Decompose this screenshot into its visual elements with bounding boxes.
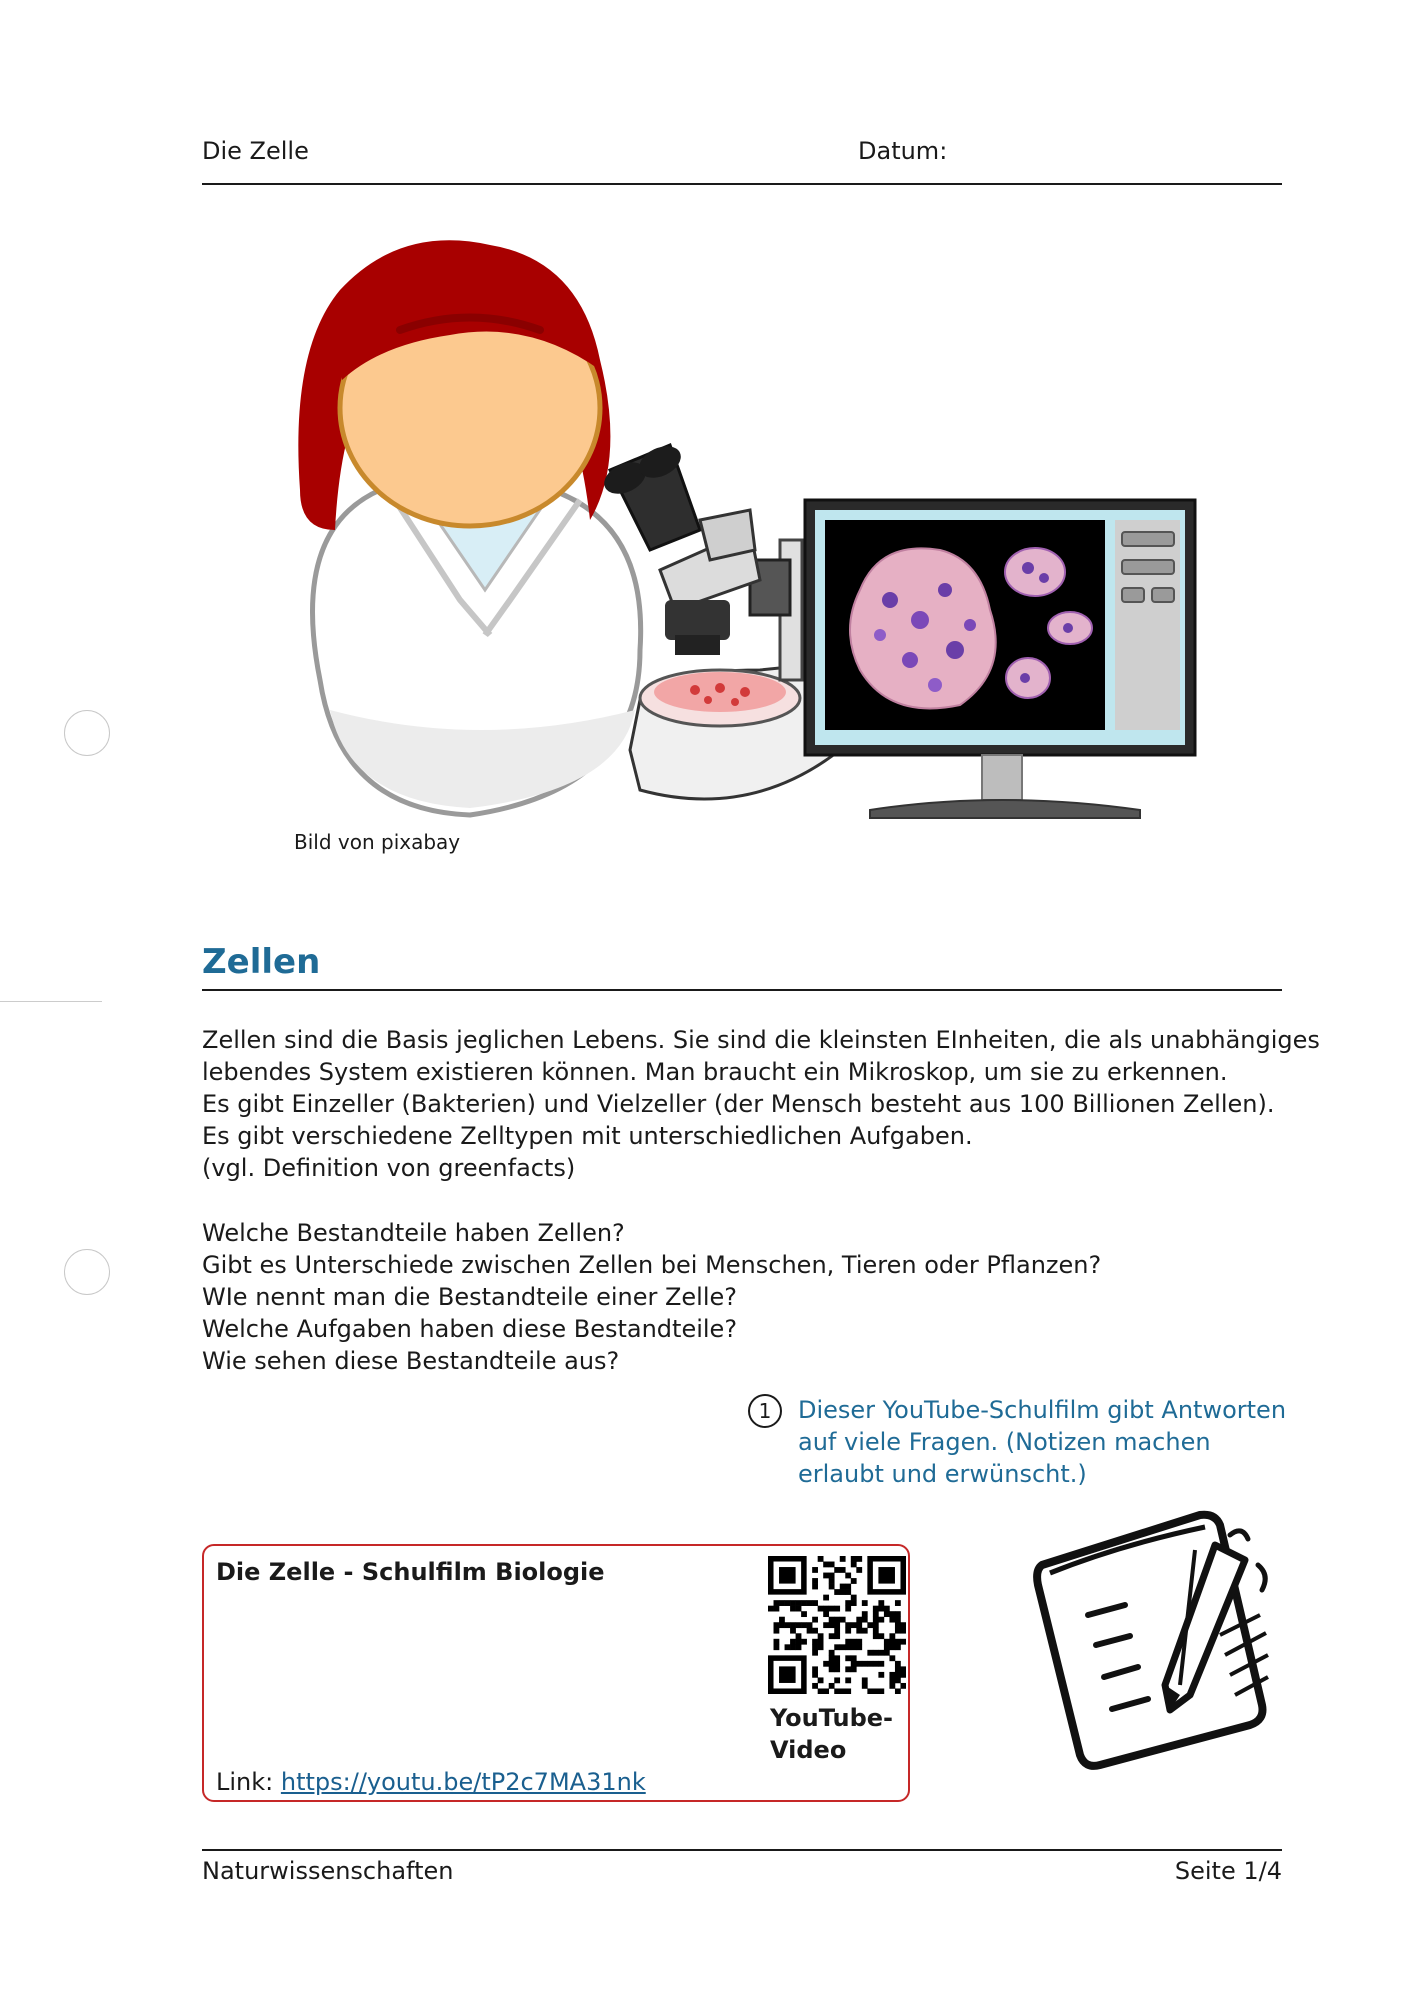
questions-list: [202, 1217, 1101, 1377]
qr-caption-line: YouTube-: [770, 1704, 893, 1732]
qr-caption: [770, 1702, 893, 1766]
footer-page-number: Seite 1/4: [1174, 1857, 1282, 1885]
notepad-pencil-icon: [1030, 1505, 1280, 1775]
question-line: Welche Aufgaben haben diese Bestandteile?: [202, 1315, 738, 1343]
question-line: Wie sehen diese Bestandteile aus?: [202, 1347, 620, 1375]
footer-divider: [202, 1849, 1282, 1851]
question-line: WIe nennt man die Bestandteile einer Zelle?: [202, 1283, 738, 1311]
video-link-row: [216, 1770, 646, 1794]
fold-mark: [0, 1001, 102, 1002]
intro-line: Zellen sind die Basis jeglichen Lebens. Sie sind die kleinsten EInheiten, die als unabhängiges: [202, 1026, 1320, 1054]
section-title: Zellen: [202, 942, 321, 982]
scientist-figure: [298, 240, 640, 815]
punch-hole-top: [64, 710, 110, 756]
header-title: Die Zelle: [202, 137, 309, 165]
intro-line: (vgl. Definition von greenfacts): [202, 1154, 576, 1182]
intro-paragraph: [202, 1024, 1320, 1184]
link-label: Link:: [216, 1768, 274, 1796]
question-line: Welche Bestandteile haben Zellen?: [202, 1219, 625, 1247]
question-line: Gibt es Unterschiede zwischen Zellen bei Menschen, Tieren oder Pflanzen?: [202, 1251, 1102, 1279]
image-caption: Bild von pixabay: [294, 830, 461, 854]
video-title: Die Zelle - Schulfilm Biologie: [216, 1558, 605, 1586]
header-divider: [202, 183, 1282, 185]
task-number-badge: 1: [748, 1394, 782, 1428]
video-link[interactable]: https://youtu.be/tP2c7MA31nk: [280, 1768, 646, 1796]
qr-caption-line: Video: [770, 1736, 847, 1764]
note-line: Dieser YouTube-Schulfilm gibt Antworten: [798, 1396, 1287, 1424]
intro-line: lebendes System existieren können. Man braucht ein Mikroskop, um sie zu erkennen.: [202, 1058, 1228, 1086]
punch-hole-bottom: [64, 1249, 110, 1295]
monitor-icon: [805, 500, 1195, 818]
footer-subject: Naturwissenschaften: [202, 1857, 454, 1885]
scientist-illustration: [280, 230, 1210, 830]
section-divider: [202, 989, 1282, 991]
intro-line: Es gibt verschiedene Zelltypen mit unterschiedlichen Aufgaben.: [202, 1122, 973, 1150]
video-box: [202, 1544, 910, 1802]
note-line: erlaubt und erwünscht.): [798, 1460, 1087, 1488]
date-label: Datum:: [858, 137, 948, 165]
task-note: [798, 1394, 1286, 1490]
intro-line: Es gibt Einzeller (Bakterien) und Vielzeller (der Mensch besteht aus 100 Billionen Zellen).: [202, 1090, 1275, 1118]
note-line: auf viele Fragen. (Notizen machen: [798, 1428, 1211, 1456]
qr-code[interactable]: [768, 1556, 906, 1694]
